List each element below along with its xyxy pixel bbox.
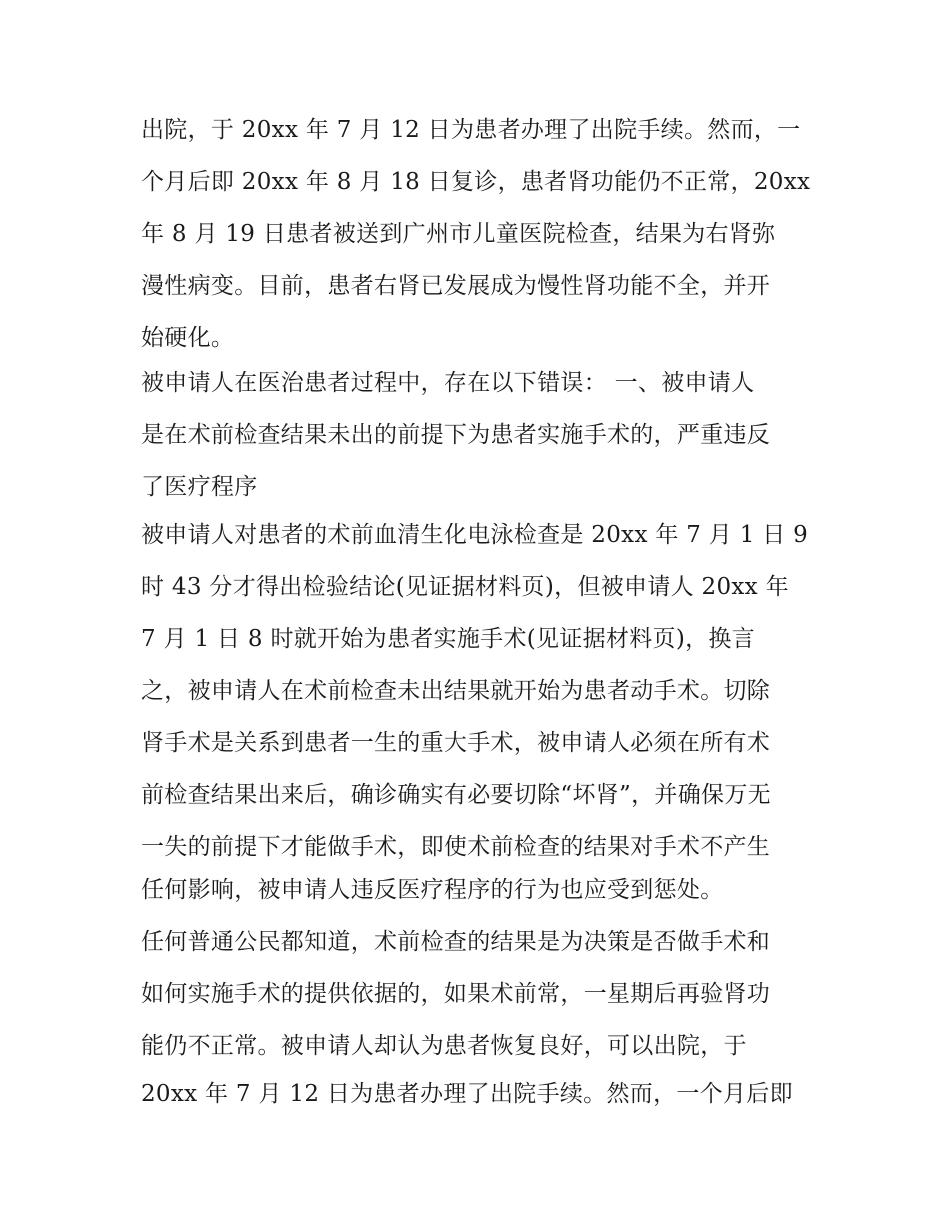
text-line: 一失的前提下才能做手术，即使术前检查的结果对手术不产生: [141, 834, 771, 860]
text-line: 20xx 年 7 月 12 日为患者办理了出院手续。然而，一个月后即: [141, 1081, 793, 1107]
text-line: 如何实施手术的提供依据的，如果术前常，一星期后再验肾功: [141, 981, 771, 1007]
text-line: 之，被申请人在术前检查未出结果就开始为患者动手术。切除: [141, 678, 771, 704]
text-line: 出院，于 20xx 年 7 月 12 日为患者办理了出院手续。然而，一: [141, 117, 801, 143]
text-line: 被申请人在医治患者过程中，存在以下错误： 一、被申请人: [141, 370, 755, 396]
text-line: 被申请人对患者的术前血清生化电泳检查是 20xx 年 7 月 1 日 9: [141, 522, 809, 548]
text-line: 年 8 月 19 日患者被送到广州市儿童医院检查，结果为右肾弥: [141, 221, 776, 247]
text-line: 始硬化。: [141, 325, 235, 351]
text-line: 任何普通公民都知道，术前检查的结果是为决策是否做手术和: [141, 929, 771, 955]
text-line: 肾手术是关系到患者一生的重大手术，被申请人必须在所有术: [141, 730, 771, 756]
text-line: 任何影响，被申请人违反医疗程序的行为也应受到惩处。: [141, 877, 724, 903]
text-line: 漫性病变。目前，患者右肾已发展成为慢性肾功能不全，并开: [141, 273, 771, 299]
text-line: 个月后即 20xx 年 8 月 18 日复诊，患者肾功能仍不正常，20xx: [141, 169, 811, 195]
text-line: 是在术前检查结果未出的前提下为患者实施手术的，严重违反: [141, 422, 771, 448]
text-line: 时 43 分才得出检验结论(见证据材料页)，但被申请人 20xx 年: [141, 574, 789, 600]
text-line: 前检查结果出来后，确诊确实有必要切除“坏肾”，并确保万无: [141, 782, 771, 808]
text-line: 能仍不正常。被申请人却认为患者恢复良好，可以出院，于: [141, 1033, 747, 1059]
text-line: 了医疗程序: [141, 474, 258, 500]
text-line: 7 月 1 日 8 时就开始为患者实施手术(见证据材料页)，换言: [141, 626, 756, 652]
